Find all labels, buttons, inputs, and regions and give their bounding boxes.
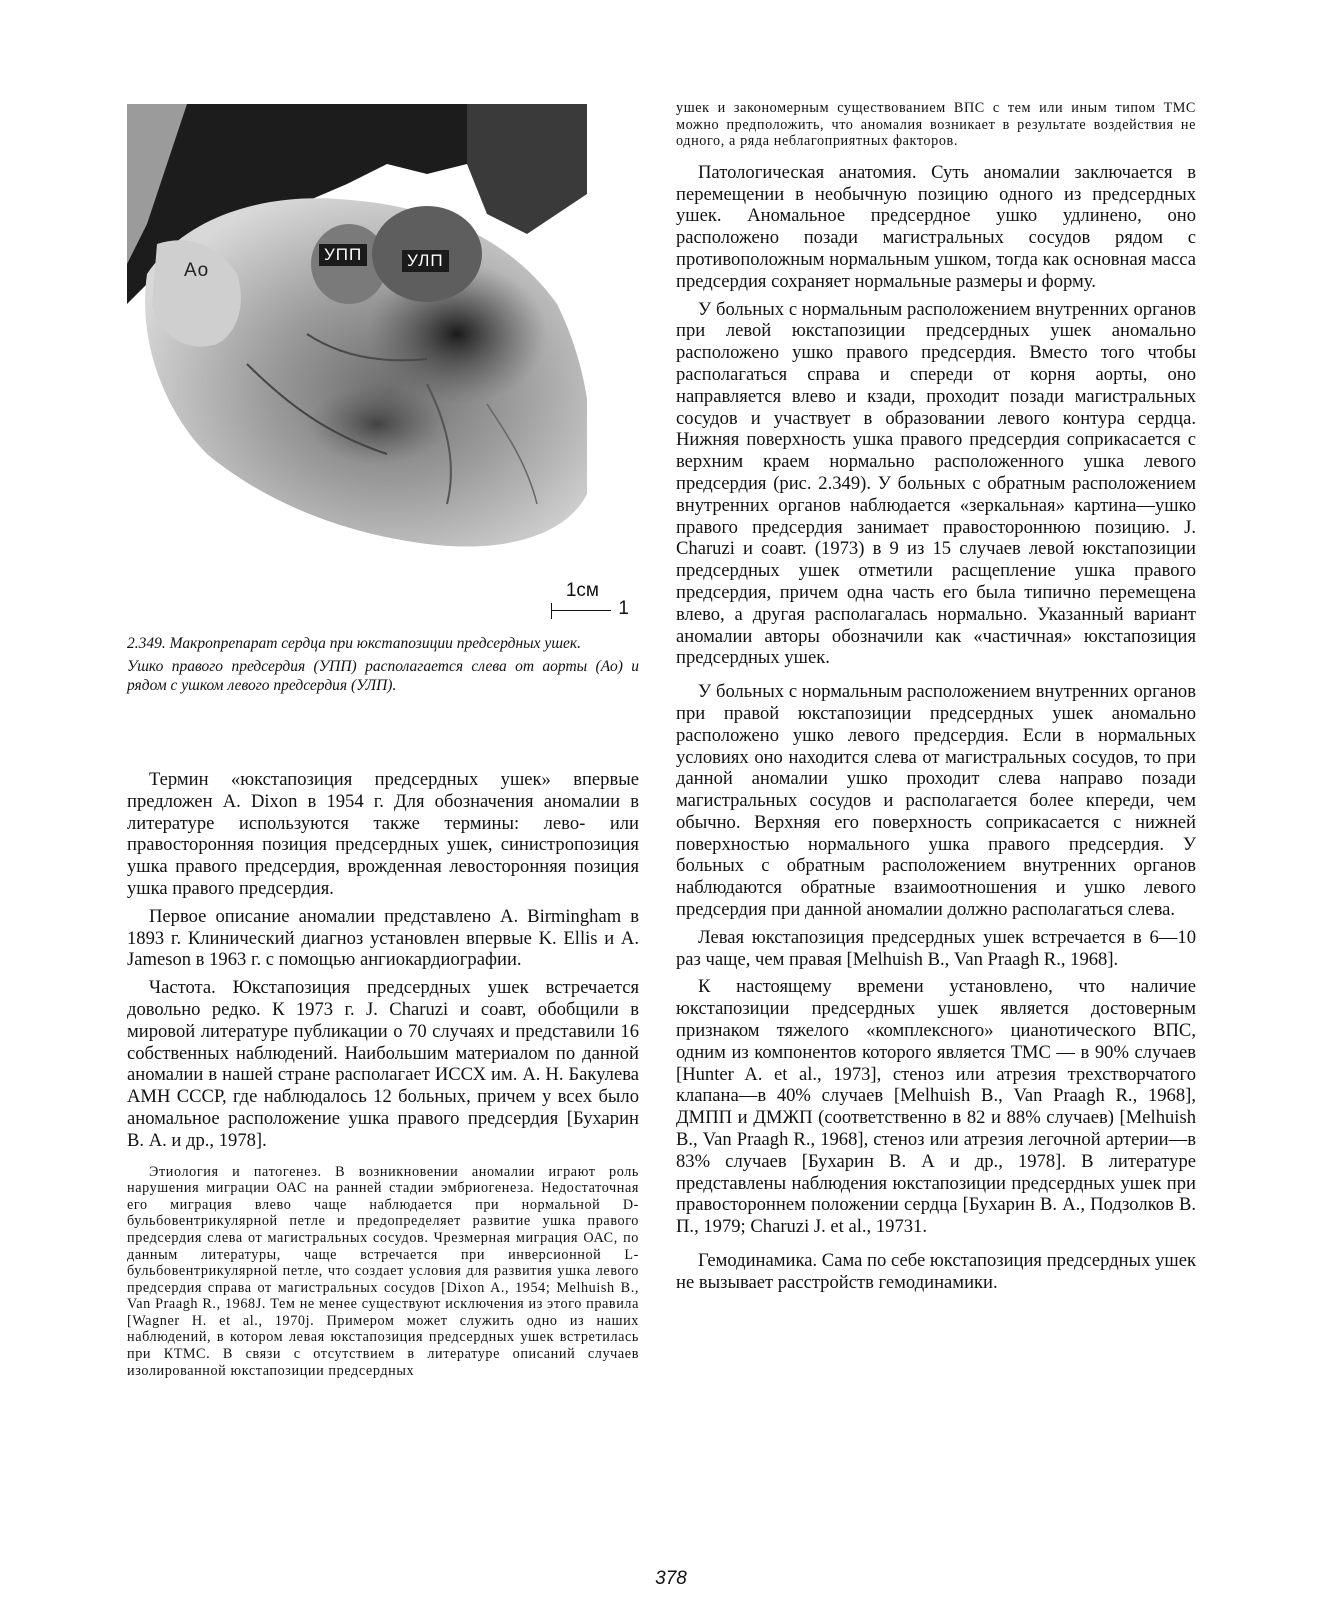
- right-column: [676, 100, 1196, 1294]
- label-ulp: УЛП: [402, 250, 449, 272]
- right-paragraph-1: Патологическая анатомия. Суть аномалии заключается в перемещении в необычную позицию одного из предсердных ушек. Аномальное предсердное ушко удлинено, оно расположено позади магистральных сосудов рядом с противоположным нормальным ушком, тогда как основная масса предсердия сохраняет нормальные размеры и форму.: [676, 161, 1196, 292]
- scale-text: 1см: [565, 580, 599, 601]
- label-upp: УПП: [319, 244, 367, 266]
- left-paragraph-3: Частота. Юкстапозиция предсердных ушек встречается довольно редко. К 1973 г. J. Charuzi и соавт, обобщили в мировой литературе публикации о 70 случаях и представили 16 собственных наблюдений. Наибольшим материалом по данной аномалии в нашей стране располагает ИССХ им. А. Н. Бакулева АМН СССР, где наблюдалось 12 больных, причем у всех было аномальное расположение ушка правого предсердия [Бухарин В. А. и др., 1978].: [127, 977, 639, 1151]
- figure-caption-body: Ушко правого предсердия (УПП) располагается слева от аорты (Ао) и рядом с ушком левого предсердия (УЛП).: [127, 658, 639, 694]
- heart-photo: [127, 104, 587, 574]
- scale-bar: [127, 574, 639, 634]
- figure-caption-title: 2.349. Макропрепарат сердца при юкстапозиции предсердных ушек.: [127, 635, 582, 652]
- left-paragraph-4: Этиология и патогенез. В возникновении аномалии играют роль нарушения миграции ОАС на ранней стадии эмбриогенеза. Недостаточная его миграция влево чаще наблюдается при нормальной D-бульбовентрикулярной петле и предопределяет развитие ушка правого предсердия слева от магистральных сосудов. Чрезмерная миграция ОАС, по данным литературы, чаще встречается при инверсионной L-бульбовентрикулярной петле, что создает условия для развития ушка левого предсердия справа от магистральных сосудов [Dixon A., 1954; Melhuish В., Van Praagh R., 1968J. Тем не менее существуют исключения из этого правила [Wagner H. et al., 1970j. Примером может служить одно из наших наблюдений, в котором левая юкстапозиция предсердных ушек встретилась при КТМС. В связи с отсутствием в литературе описаний случаев изолированной юкстапозиции предсердных: [127, 1163, 639, 1379]
- right-paragraph-4: Левая юкстапозиция предсердных ушек встречается в 6—10 раз чаще, чем правая [Melhuish В., Van Praagh R., 1968].: [676, 926, 1196, 970]
- page-number: 378: [655, 1568, 687, 1589]
- scale-line: [551, 610, 611, 611]
- right-paragraph-2: У больных с нормальным расположением внутренних органов при левой юкстапозиции предсердных ушек аномально расположено ушко правого предсердия. Вместо того чтобы располагаться справа и спереди от корня аорты, оно направляется влево и кзади, проходит позади магистральных сосудов и участвует в образовании левого контура сердца. Нижняя поверхность ушка правого предсердия соприкасается с верхним краем нормально расположенного ушка левого предсердия (рис. 2.349). У больных с обратным расположением внутренних органов наблюдается «зеркальная» картина—ушко правого предсердия занимает правостороннюю позицию. J. Charuzi и соавт. (1973) в 9 из 15 случаев левой юкстапозиции предсердных ушек отметили расщепление ушка правого предсердия, причем одна часть его была типично перемещена влево, а другая располагалась нормально. Указанный вариант аномалии авторы обозначили как «частичная» юкстапозиция предсердных ушек.: [676, 298, 1196, 669]
- left-column: [127, 104, 639, 1379]
- right-paragraph-0: ушек и закономерным существованием ВПС с тем или иным типом ТМС можно предположить, что аномалия возникает в результате воздействия не одного, а ряда неблагоприятных факторов.: [676, 100, 1196, 150]
- left-paragraph-1: Термин «юкстапозиция предсердных ушек» впервые предложен A. Dixon в 1954 г. Для обозначения аномалии в литературе используются также термины: лево- или правосторонняя позиция предсердных ушек, синистропозиция ушка правого предсердия, врожденная левосторонняя позиция ушка правого предсердия.: [127, 769, 639, 899]
- label-ao: Ао: [184, 260, 210, 281]
- left-paragraph-2: Первое описание аномалии представлено A. Birmingham в 1893 г. Клинический диагноз установлен впервые K. Ellis и A. Jameson в 1963 г. с помощью ангиокардиографии.: [127, 905, 639, 971]
- heart-photo-figure: [127, 104, 587, 574]
- scale-end: 1: [618, 598, 629, 619]
- right-paragraph-3: У больных с нормальным расположением внутренних органов при правой юкстапозиции предсердных ушек аномально расположено ушко левого предсердия. Если в нормальных условиях оно находится слева от магистральных сосудов, то при данной аномалии ушко проходит слева направо позади магистральных сосудов и располагается более кпереди, чем обычно. Верхняя его поверхность соприкасается с нижней поверхностью нормального ушка правого предсердия. У больных с обратным расположением внутренних органов наблюдаются обратные взаимоотношения и ушко левого предсердия при данной аномалии должно располагаться слева.: [676, 681, 1196, 921]
- right-paragraph-6: Гемодинамика. Сама по себе юкстапозиция предсердных ушек не вызывает расстройств гемодинамики.: [676, 1250, 1196, 1293]
- right-paragraph-5: К настоящему времени установлено, что наличие юкстапозиции предсердных ушек является достоверным признаком тяжелого «комплексного» цианотического ВПС, одним из компонентов которого является ТМС — в 90% случаев [Hunter A. et al., 1973], стеноз или атрезия трехстворчатого клапана—в 40% случаев [Melhuish В., Van Praagh R., 1968], ДМПП и ДМЖП (соответственно в 82 и 88% случаев) [Melhuish В., Van Praagh R., 1968], стеноз или атрезия легочной артерии—в 83% случаев [Бухарин В. А и др., 1978]. В литературе представлены наблюдения юкстапозиции предсердных ушек при правостороннем положении сердца [Бухарин В. А., Подзолков В. П., 1979; Charuzi J. et al., 19731.: [676, 976, 1196, 1238]
